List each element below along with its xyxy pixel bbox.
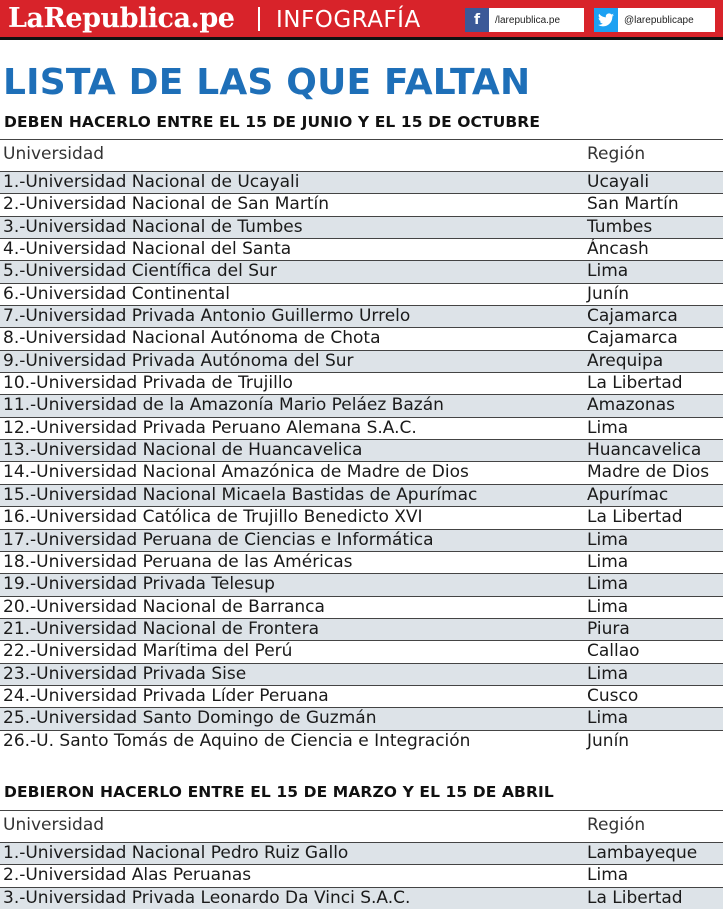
section-label: INFOGRAFÍA <box>276 7 421 33</box>
table-row <box>0 350 723 372</box>
region-name: Huancavelica <box>587 440 702 461</box>
region-name: Madre de Dios <box>587 462 710 483</box>
region-name: Lambayeque <box>587 843 698 863</box>
university-name: 18.-Universidad Peruana de las Américas <box>3 551 353 572</box>
table-row <box>0 529 723 551</box>
table-row <box>0 327 723 349</box>
table-row <box>0 573 723 595</box>
university-name: 5.-Universidad Científica del Sur <box>3 261 277 282</box>
table-row <box>0 394 723 416</box>
university-name: 7.-Universidad Privada Antonio Guillermo Urrelo <box>3 306 411 327</box>
region-name: Lima <box>587 551 629 572</box>
region-name: Arequipa <box>587 350 664 371</box>
university-name: 1.-Universidad Nacional Pedro Ruiz Gallo <box>3 843 349 863</box>
universities-table-overdue <box>0 810 723 909</box>
university-name: 1.-Universidad Nacional de Ucayali <box>3 172 300 192</box>
university-name: 9.-Universidad Privada Autónoma del Sur <box>3 350 354 371</box>
table-row <box>0 640 723 662</box>
university-name: 23.-Universidad Privada Sise <box>3 663 247 684</box>
region-name: Lima <box>587 708 629 729</box>
table-row <box>0 484 723 506</box>
table-row <box>0 663 723 685</box>
facebook-handle: /larepublica.pe <box>495 14 561 26</box>
university-name: 25.-Universidad Santo Domingo de Guzmán <box>3 708 377 729</box>
table-row <box>0 260 723 282</box>
region-name: Lima <box>587 865 629 886</box>
table-row <box>0 417 723 439</box>
table-row <box>0 461 723 483</box>
table-row <box>0 283 723 305</box>
university-name: 13.-Universidad Nacional de Huancavelica <box>3 440 363 461</box>
page-title: LISTA DE LAS QUE FALTAN <box>3 62 531 103</box>
site-logo[interactable]: LaRepublica.pe <box>8 3 235 34</box>
table-row <box>0 372 723 394</box>
university-name: 15.-Universidad Nacional Micaela Bastidas de Apurímac <box>3 484 478 505</box>
university-name: 14.-Universidad Nacional Amazónica de Madre de Dios <box>3 462 469 483</box>
table-row <box>0 618 723 640</box>
university-name: 19.-Universidad Privada Telesup <box>3 574 275 595</box>
university-name: 6.-Universidad Continental <box>3 283 231 304</box>
table-row <box>0 506 723 528</box>
university-name: 2.-Universidad Nacional de San Martín <box>3 194 329 215</box>
column-header-region: Región <box>587 815 646 835</box>
region-name: Junín <box>587 283 630 304</box>
table-row <box>0 193 723 215</box>
region-name: Junín <box>587 730 630 751</box>
university-name: 3.-Universidad Privada Leonardo Da Vinci S.A.C. <box>3 887 411 908</box>
region-name: Lima <box>587 529 629 550</box>
university-name: 17.-Universidad Peruana de Ciencias e Informática <box>3 529 434 550</box>
facebook-link[interactable] <box>465 8 584 32</box>
university-name: 8.-Universidad Nacional Autónoma de Chota <box>3 328 381 349</box>
region-name: Áncash <box>587 239 649 260</box>
region-name: Callao <box>587 641 640 662</box>
region-name: Lima <box>587 417 629 438</box>
university-name: 3.-Universidad Nacional de Tumbes <box>3 216 303 237</box>
region-name: La Libertad <box>587 507 683 528</box>
twitter-bird-icon <box>594 8 618 32</box>
site-header <box>0 0 723 40</box>
region-name: Lima <box>587 663 629 684</box>
table-row <box>0 707 723 729</box>
university-name: 20.-Universidad Nacional de Barranca <box>3 596 325 617</box>
column-header-university: Universidad <box>3 815 105 835</box>
table-header <box>0 810 723 842</box>
table-row <box>0 685 723 707</box>
region-name: Cajamarca <box>587 306 678 327</box>
twitter-link[interactable] <box>594 8 715 32</box>
region-name: Piura <box>587 618 630 639</box>
table-row <box>0 216 723 238</box>
region-name: Amazonas <box>587 395 675 416</box>
university-name: 21.-Universidad Nacional de Frontera <box>3 618 320 639</box>
table-header <box>0 139 723 171</box>
universities-table-pending <box>0 139 723 752</box>
university-name: 2.-Universidad Alas Peruanas <box>3 865 252 886</box>
header-divider <box>258 7 260 31</box>
table-row <box>0 551 723 573</box>
table-row <box>0 864 723 886</box>
table-row <box>0 842 723 864</box>
region-name: San Martín <box>587 194 679 215</box>
table-row <box>0 439 723 461</box>
column-header-region: Región <box>587 144 646 164</box>
university-name: 26.-U. Santo Tomás de Aquino de Ciencia e Integración <box>3 730 471 751</box>
university-name: 12.-Universidad Privada Peruano Alemana S.A.C. <box>3 417 417 438</box>
twitter-handle: @larepublicape <box>624 14 694 26</box>
region-name: Lima <box>587 596 629 617</box>
region-name: Apurímac <box>587 484 669 505</box>
region-name: Cajamarca <box>587 328 678 349</box>
table-row <box>0 171 723 193</box>
university-name: 10.-Universidad Privada de Trujillo <box>3 373 293 394</box>
region-name: Ucayali <box>587 172 650 192</box>
university-name: 16.-Universidad Católica de Trujillo Benedicto XVI <box>3 507 423 528</box>
section2-subtitle: DEBIERON HACERLO ENTRE EL 15 DE MARZO Y EL 15 DE ABRIL <box>4 783 554 801</box>
university-name: 11.-Universidad de la Amazonía Mario Peláez Bazán <box>3 395 444 416</box>
section1-subtitle: DEBEN HACERLO ENTRE EL 15 DE JUNIO Y EL 15 DE OCTUBRE <box>4 113 541 131</box>
column-header-university: Universidad <box>3 144 105 164</box>
region-name: Lima <box>587 574 629 595</box>
facebook-icon: f <box>465 8 489 32</box>
university-name: 4.-Universidad Nacional del Santa <box>3 239 292 260</box>
table-row <box>0 596 723 618</box>
table-row <box>0 238 723 260</box>
region-name: Tumbes <box>587 216 653 237</box>
region-name: La Libertad <box>587 373 683 394</box>
region-name: La Libertad <box>587 887 683 908</box>
table-row <box>0 305 723 327</box>
university-name: 24.-Universidad Privada Líder Peruana <box>3 685 329 706</box>
table-row <box>0 730 723 752</box>
university-name: 22.-Universidad Marítima del Perú <box>3 641 293 662</box>
region-name: Lima <box>587 261 629 282</box>
table-row <box>0 887 723 909</box>
region-name: Cusco <box>587 685 639 706</box>
